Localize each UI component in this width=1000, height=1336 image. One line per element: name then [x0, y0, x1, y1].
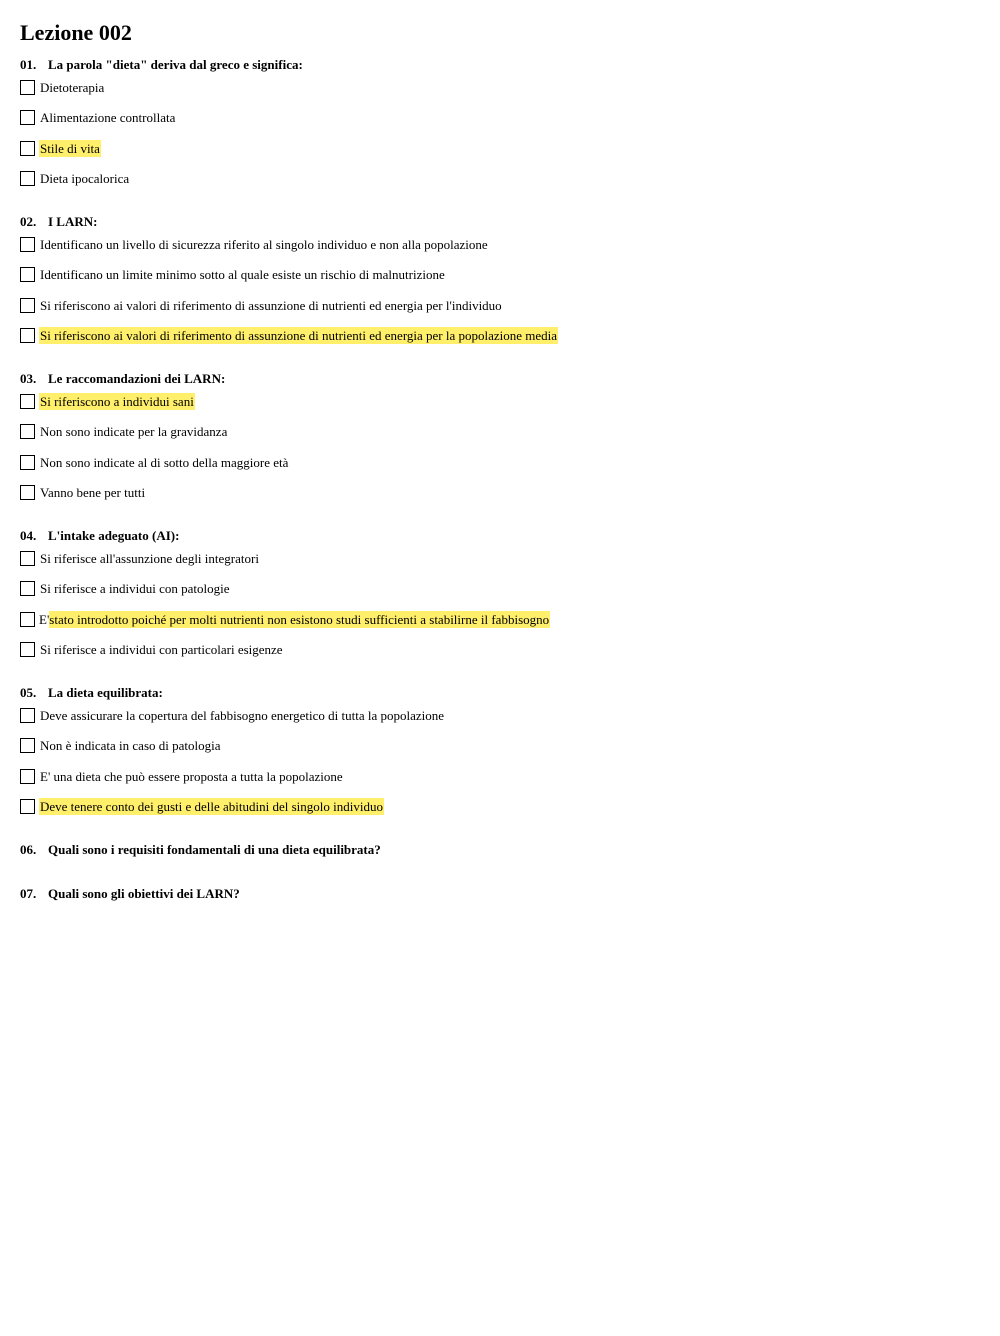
answer-checkbox[interactable]	[20, 738, 35, 753]
question-3	[20, 371, 980, 528]
question-text: L'intake adeguato (AI):	[48, 528, 180, 543]
question-5	[20, 685, 980, 842]
answer-label: Alimentazione controllata	[40, 110, 176, 125]
answer-label: Identificano un livello di sicurezza riferito al singolo individuo e non alla popolazione	[40, 236, 488, 252]
answer-label-highlighted: Si riferiscono ai valori di riferimento di assunzione di nutrienti ed energia per la popolazione media	[40, 328, 558, 343]
question-4	[20, 528, 980, 685]
question-number: 03.	[20, 371, 37, 386]
answer-label-highlighted: Deve tenere conto dei gusti e delle abitudini del singolo individuo	[40, 799, 383, 814]
answer-checkbox[interactable]	[20, 769, 35, 784]
answer-checkbox[interactable]	[20, 708, 35, 723]
answer-option	[20, 78, 980, 96]
answer-label: Dietoterapia	[40, 79, 105, 95]
answer-checkbox[interactable]	[20, 612, 35, 627]
question-heading	[20, 371, 980, 387]
answer-label: Si riferisce all'assunzione degli integratori	[40, 550, 259, 566]
question-heading	[20, 685, 980, 701]
answer-option	[20, 706, 980, 724]
question-text: La parola "dieta" deriva dal greco e significa:	[48, 57, 303, 72]
answer-option	[20, 549, 980, 567]
answer-checkbox[interactable]	[20, 267, 35, 282]
answer-label-highlighted: Stile di vita	[40, 140, 100, 156]
answer-label: Dieta ipocalorica	[40, 171, 130, 186]
answer-option	[20, 170, 980, 188]
question-1	[20, 57, 980, 214]
answer-label: Non sono indicate al di sotto della maggiore età	[40, 454, 289, 470]
answer-options	[20, 235, 980, 345]
answer-checkbox[interactable]	[20, 642, 35, 657]
question-heading	[20, 57, 980, 73]
page-title: Lezione 002	[20, 20, 132, 45]
answer-checkbox[interactable]	[20, 237, 35, 252]
question-6	[20, 842, 980, 886]
question-number: 04.	[20, 528, 37, 543]
answer-label-prefix: E'	[39, 611, 50, 627]
answer-options	[20, 549, 980, 659]
question-text: Quali sono gli obiettivi dei LARN?	[48, 886, 240, 901]
answer-label: Si riferisce a individui con particolari esigenze	[40, 642, 283, 657]
answer-option	[20, 610, 980, 628]
answer-checkbox[interactable]	[20, 799, 35, 814]
answer-option	[20, 453, 980, 471]
answer-checkbox[interactable]	[20, 171, 35, 186]
answer-option	[20, 392, 980, 410]
answer-option	[20, 235, 980, 253]
question-text: La dieta equilibrata:	[48, 685, 163, 700]
answer-label: Si riferisce a individui con patologie	[40, 581, 230, 596]
answer-label: Deve assicurare la copertura del fabbisogno energetico di tutta la popolazione	[40, 707, 445, 723]
answer-option	[20, 737, 980, 755]
answer-checkbox[interactable]	[20, 424, 35, 439]
answer-label: Non sono indicate per la gravidanza	[40, 424, 228, 439]
answer-label-highlighted: stato introdotto poiché per molti nutrienti non esistono studi sufficienti a stabilirne il fabbisogno	[49, 611, 550, 627]
answer-label-highlighted: Si riferiscono a individui sani	[40, 393, 194, 409]
document-page	[20, 19, 980, 930]
answer-checkbox[interactable]	[20, 141, 35, 156]
answer-checkbox[interactable]	[20, 394, 35, 409]
answer-options	[20, 78, 980, 188]
answer-label: Vanno bene per tutti	[40, 485, 146, 500]
answer-options	[20, 706, 980, 816]
answer-label: Non è indicata in caso di patologia	[40, 738, 221, 753]
question-number: 02.	[20, 214, 37, 229]
question-7	[20, 886, 980, 930]
answer-checkbox[interactable]	[20, 328, 35, 343]
answer-option	[20, 266, 980, 284]
answer-checkbox[interactable]	[20, 80, 35, 95]
answer-checkbox[interactable]	[20, 298, 35, 313]
answer-checkbox[interactable]	[20, 485, 35, 500]
question-number: 06.	[20, 842, 37, 857]
answer-option	[20, 423, 980, 441]
answer-checkbox[interactable]	[20, 581, 35, 596]
question-2	[20, 214, 980, 371]
answer-checkbox[interactable]	[20, 455, 35, 470]
question-number: 05.	[20, 685, 37, 700]
question-text: Le raccomandazioni dei LARN:	[48, 371, 226, 386]
answer-option	[20, 296, 980, 314]
answer-option	[20, 580, 980, 598]
answer-options	[20, 392, 980, 502]
answer-option	[20, 767, 980, 785]
answer-option	[20, 484, 980, 502]
question-list	[20, 57, 980, 930]
question-text: Quali sono i requisiti fondamentali di una dieta equilibrata?	[48, 842, 381, 857]
question-heading	[20, 528, 980, 544]
question-number: 07.	[20, 886, 37, 901]
question-heading	[20, 842, 980, 858]
answer-label: E' una dieta che può essere proposta a tutta la popolazione	[40, 768, 343, 784]
answer-checkbox[interactable]	[20, 551, 35, 566]
answer-option	[20, 139, 980, 157]
answer-checkbox[interactable]	[20, 110, 35, 125]
answer-label: Si riferiscono ai valori di riferimento di assunzione di nutrienti ed energia per l'individuo	[40, 297, 502, 313]
answer-option	[20, 109, 980, 127]
question-text: I LARN:	[48, 214, 98, 229]
question-number: 01.	[20, 57, 37, 72]
answer-option	[20, 327, 980, 345]
question-heading	[20, 886, 980, 902]
answer-label: Identificano un limite minimo sotto al quale esiste un rischio di malnutrizione	[40, 267, 445, 282]
answer-option	[20, 641, 980, 659]
answer-option	[20, 798, 980, 816]
question-heading	[20, 214, 980, 230]
